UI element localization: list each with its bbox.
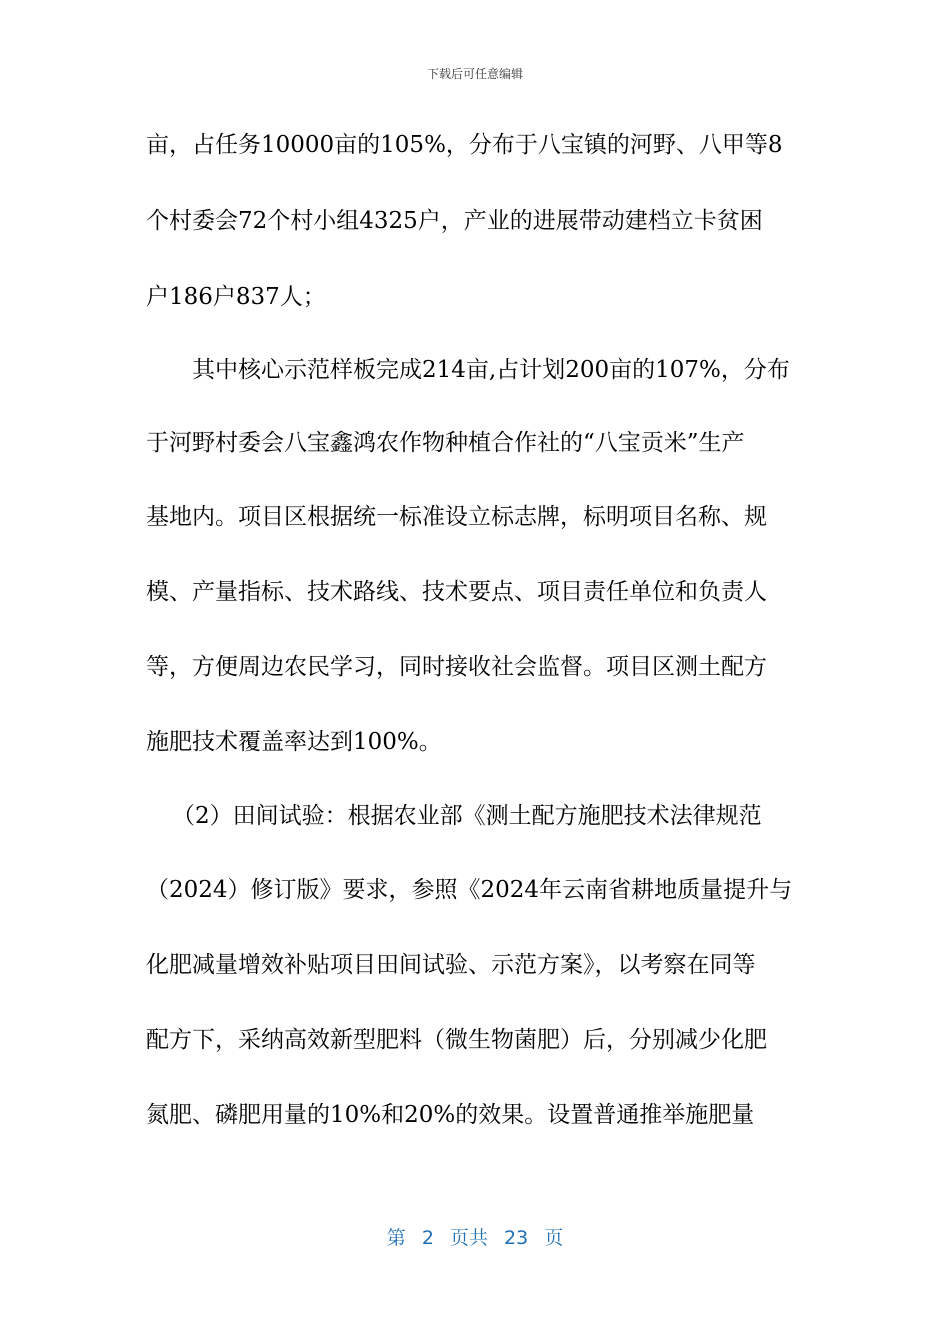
body-line: 配方下，采纳高效新型肥料（微生物菌肥）后，分别减少化肥 [146, 1027, 767, 1053]
body-line: 其中核心示范样板完成214亩,占计划200亩的107%，分布 [192, 357, 790, 383]
page-footer: 第 2 页共 23 页 [386, 1227, 564, 1249]
body-line: 等，方便周边农民学习，同时接收社会监督。项目区测土配方 [146, 654, 767, 680]
body-line: 个村委会72个村小组4325户，产业的进展带动建档立卡贫困 [146, 208, 763, 234]
body-line: 基地内。项目区根据统一标准设立标志牌，标明项目名称、规 [146, 504, 767, 530]
body-line: 于河野村委会八宝鑫鸿农作物种植合作社的“八宝贡米”生产 [146, 430, 745, 456]
page-header: 下载后可任意编辑 [426, 67, 523, 81]
body-line: （2024）修订版》要求，参照《2024年云南省耕地质量提升与 [146, 877, 793, 903]
body-line: 户186户837人； [146, 284, 326, 310]
body-line: 亩，占任务10000亩的105%，分布于八宝镇的河野、八甲等8 [146, 132, 783, 158]
body-line: 化肥减量增效补贴项目田间试验、示范方案》，以考察在同等 [146, 952, 756, 978]
body-line: 施肥技术覆盖率达到100%。 [146, 729, 442, 755]
body-line: （2）田间试验：根据农业部《测土配方施肥技术法律规范 [172, 803, 762, 829]
body-line: 模、产量指标、技术路线、技术要点、项目责任单位和负责人 [146, 579, 767, 605]
body-line: 氮肥、磷肥用量的10%和20%的效果。设置普通推举施肥量 [146, 1102, 755, 1128]
